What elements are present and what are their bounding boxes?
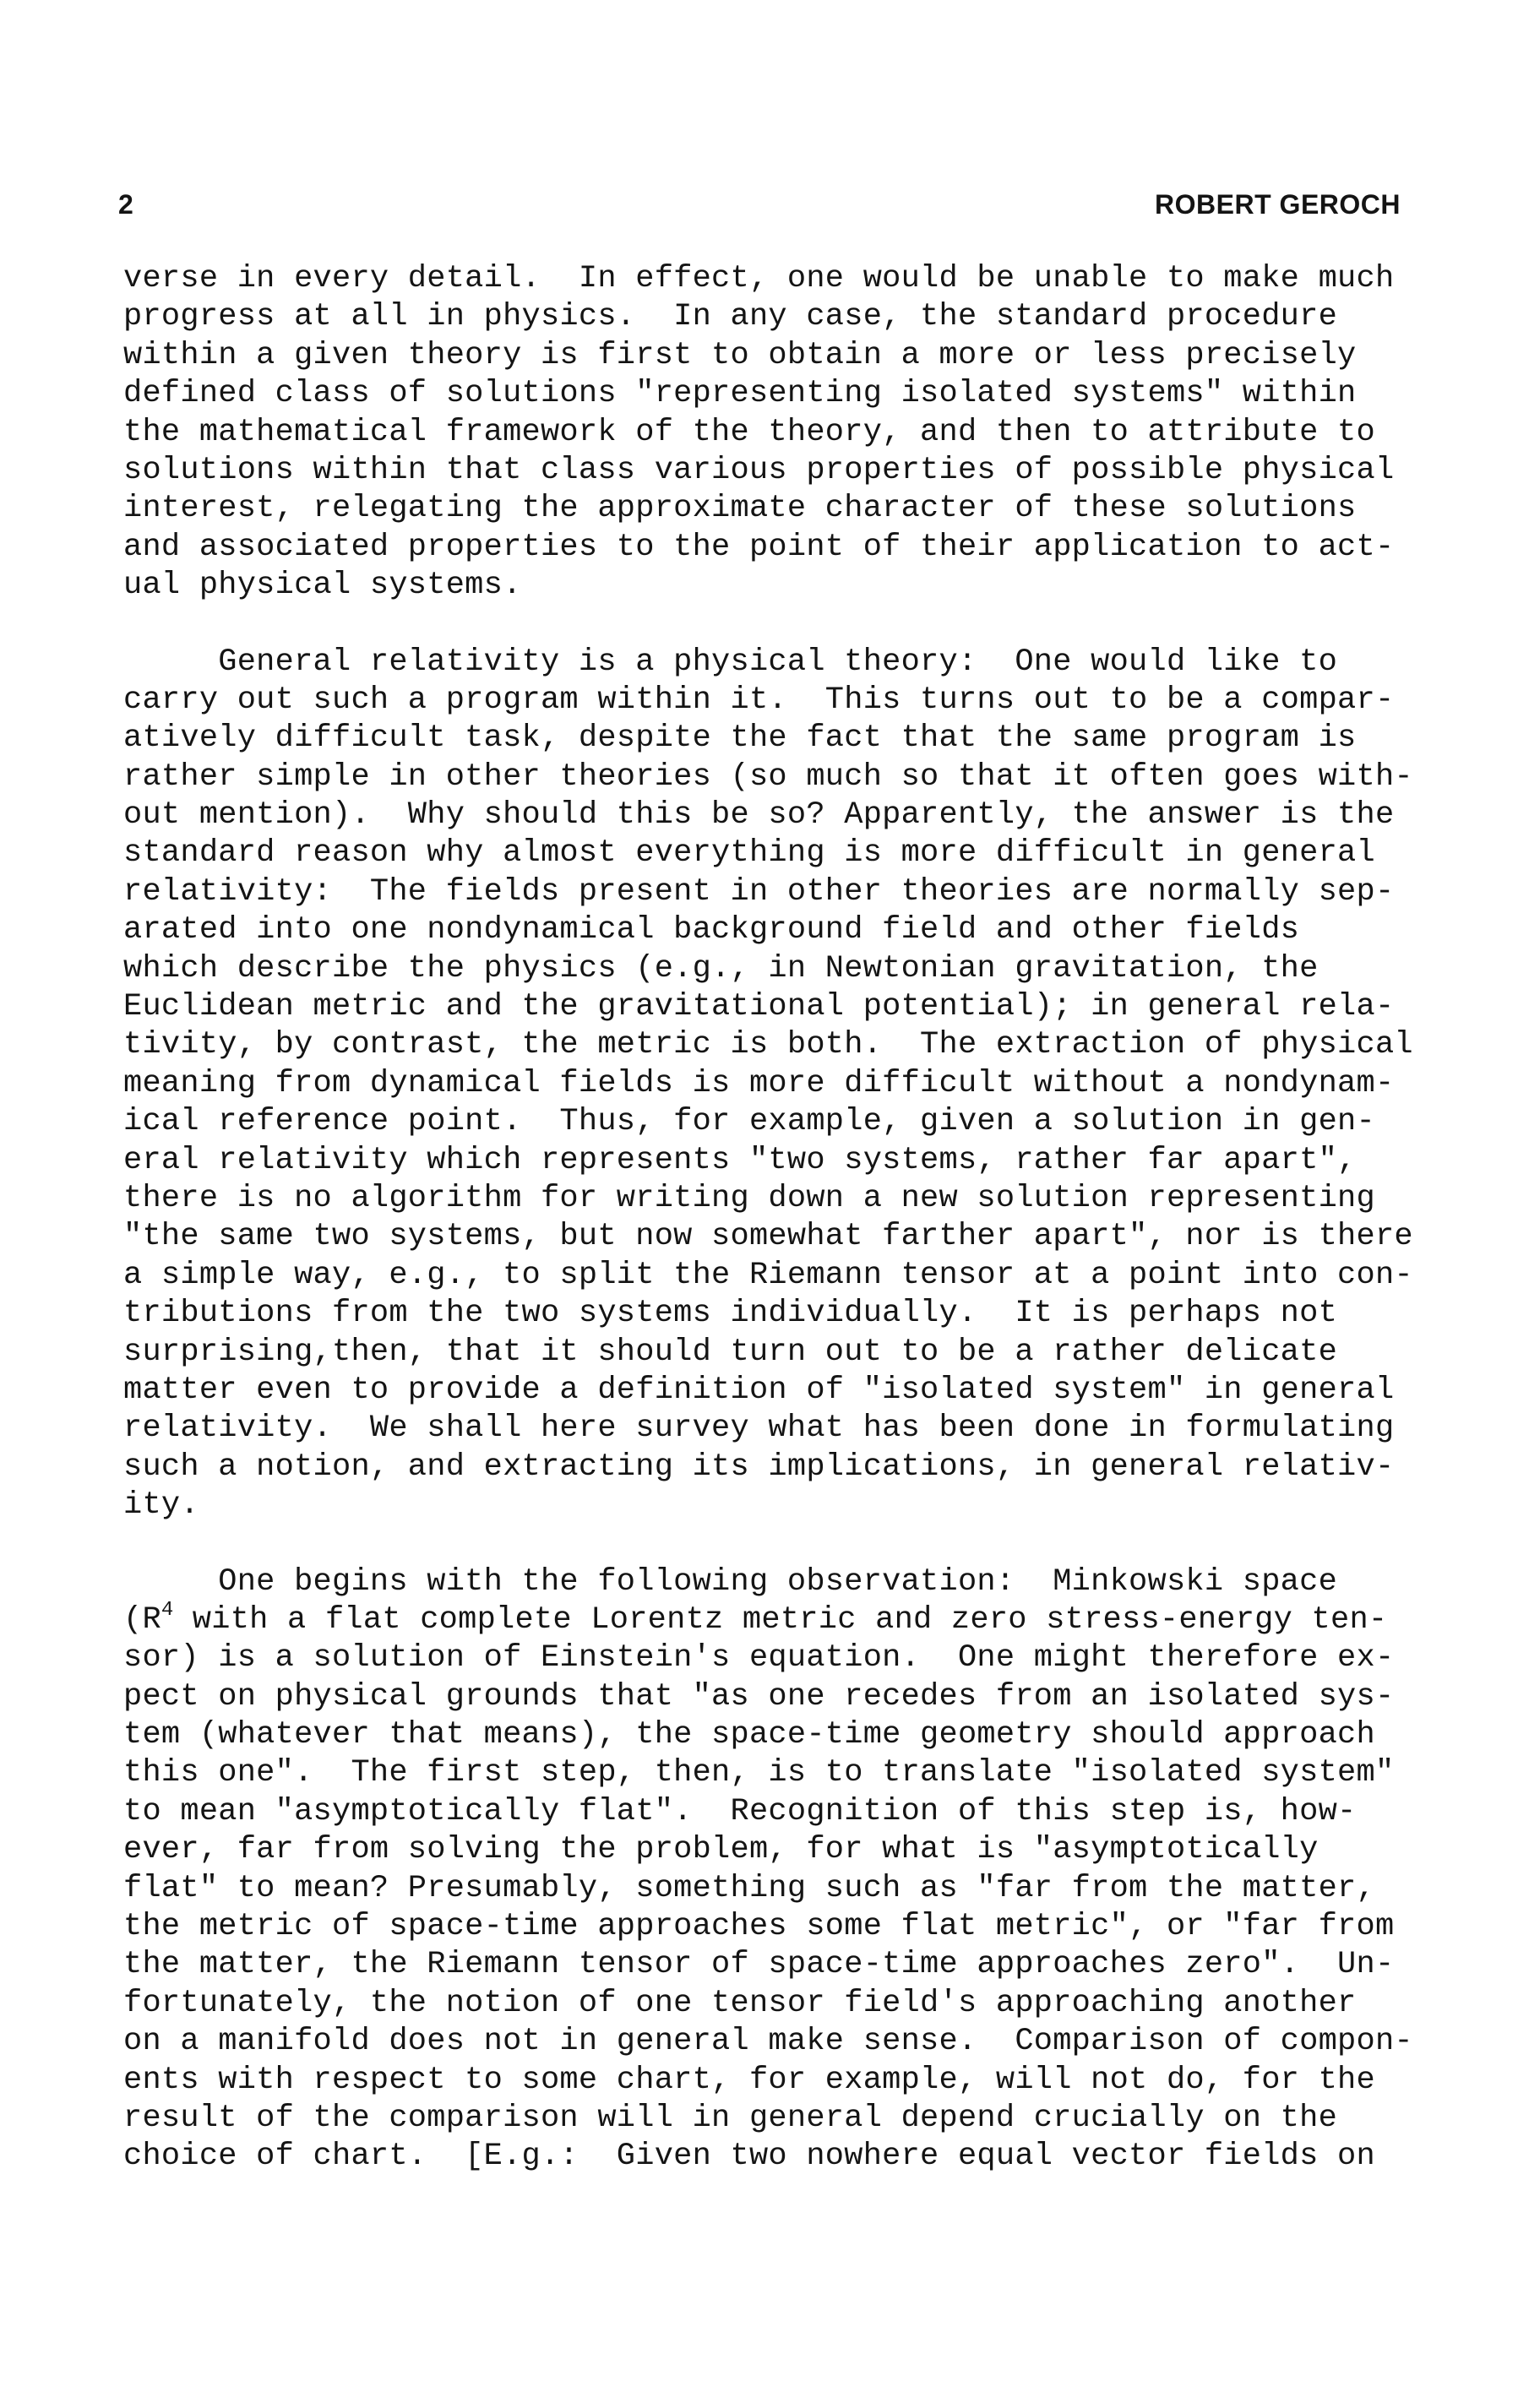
text-line: atively difficult task, despite the fact that the same program is (123, 720, 1357, 757)
text-line: which describe the physics (e.g., in Newtonian gravitation, the (123, 950, 1319, 987)
text-line: the metric of space-time approaches some flat metric", or "far from (123, 1909, 1395, 1945)
text-line: relativity: The fields present in other theories are normally sep- (123, 873, 1395, 910)
text-line: there is no algorithm for writing down a new solution representing (123, 1180, 1375, 1216)
running-head (118, 184, 1401, 225)
text-line: a simple way, e.g., to split the Riemann tensor at a point into con- (123, 1257, 1413, 1293)
text-line: and associated properties to the point of their application to act- (123, 529, 1395, 565)
text-line: carry out such a program within it. This turns out to be a compar- (123, 682, 1395, 718)
text-line: ity. (123, 1487, 199, 1524)
page-number: 2 (118, 189, 133, 220)
text-line: progress at all in physics. In any case, the standard procedure (123, 299, 1338, 335)
line-suffix: with a flat complete Lorentz metric and zero stress-energy ten- (173, 1601, 1388, 1638)
text-line: arated into one nondynamical background field and other fields (123, 912, 1300, 949)
superscript-exponent: 4 (161, 1598, 174, 1622)
text-line: tivity, by contrast, the metric is both. The extraction of physical (123, 1027, 1413, 1063)
text-line: pect on physical grounds that "as one recedes from an isolated sys- (123, 1678, 1395, 1715)
text-line: meaning from dynamical fields is more difficult without a nondynam- (123, 1065, 1395, 1101)
text-line: standard reason why almost everything is more difficult in general (123, 835, 1375, 872)
paragraph-3 (123, 1563, 1424, 2177)
text-line: interest, relegating the approximate character of these solutions (123, 491, 1357, 527)
text-line: ents with respect to some chart, for example, will not do, for the (123, 2062, 1375, 2098)
text-line: the matter, the Riemann tensor of space-time approaches zero". Un- (123, 1947, 1395, 1983)
text-line: to mean "asymptotically flat". Recognition of this step is, how- (123, 1793, 1357, 1829)
text-line: sor) is a solution of Einstein's equation. One might therefore ex- (123, 1640, 1395, 1677)
text-line: verse in every detail. In effect, one would be unable to make much (123, 261, 1395, 296)
body-text (123, 260, 1424, 2177)
line-prefix: (R (123, 1601, 161, 1638)
running-head-author: ROBERT GEROCH (1155, 189, 1401, 220)
paragraph-2 (123, 644, 1424, 1525)
text-line: tributions from the two systems individually. It is perhaps not (123, 1296, 1338, 1332)
text-line: Euclidean metric and the gravitational potential); in general rela- (123, 989, 1395, 1025)
text-line: tem (whatever that means), the space-time geometry should approach (123, 1717, 1375, 1753)
text-line: relativity. We shall here survey what has been done in formulating (123, 1411, 1395, 1447)
text-line: rather simple in other theories (so much so that it often goes with- (123, 758, 1413, 795)
text-line: ical reference point. Thus, for example, given a solution in gen- (123, 1104, 1375, 1140)
text-line: solutions within that class various properties of possible physical (123, 452, 1395, 488)
paragraph-1 (123, 260, 1424, 606)
text-line: within a given theory is first to obtain a more or less precisely (123, 337, 1357, 373)
text-line-with-superscript (123, 1598, 1424, 1639)
text-line: surprising,then, that it should turn out to be a rather delicate (123, 1334, 1338, 1370)
text-line: choice of chart. [E.g.: Given two nowhere equal vector fields on (123, 2139, 1375, 2175)
text-line: General relativity is a physical theory: One would like to (123, 644, 1338, 680)
text-line: out mention). Why should this be so? Apparently, the answer is the (123, 797, 1395, 834)
text-line: such a notion, and extracting its implications, in general relativ- (123, 1449, 1395, 1485)
text-line: fortunately, the notion of one tensor field's approaching another (123, 1985, 1357, 2021)
text-line: flat" to mean? Presumably, something such as "far from the matter, (123, 1870, 1375, 1906)
text-line: "the same two systems, but now somewhat farther apart", nor is there (123, 1219, 1413, 1255)
text-line: this one". The first step, then, is to translate "isolated system" (123, 1755, 1395, 1791)
text-line: One begins with the following observation: Minkowski space (123, 1563, 1338, 1600)
text-line: matter even to provide a definition of "isolated system" in general (123, 1372, 1395, 1408)
text-line: ual physical systems. (123, 568, 522, 604)
text-line: eral relativity which represents "two systems, rather far apart", (123, 1142, 1357, 1178)
text-line: result of the comparison will in general depend crucially on the (123, 2100, 1338, 2136)
text-line: on a manifold does not in general make sense. Comparison of compon- (123, 2024, 1413, 2060)
text-line: defined class of solutions "representing isolated systems" within (123, 376, 1357, 412)
text-line: ever, far from solving the problem, for what is "asymptotically (123, 1832, 1319, 1868)
text-line: the mathematical framework of the theory, and then to attribute to (123, 414, 1375, 450)
